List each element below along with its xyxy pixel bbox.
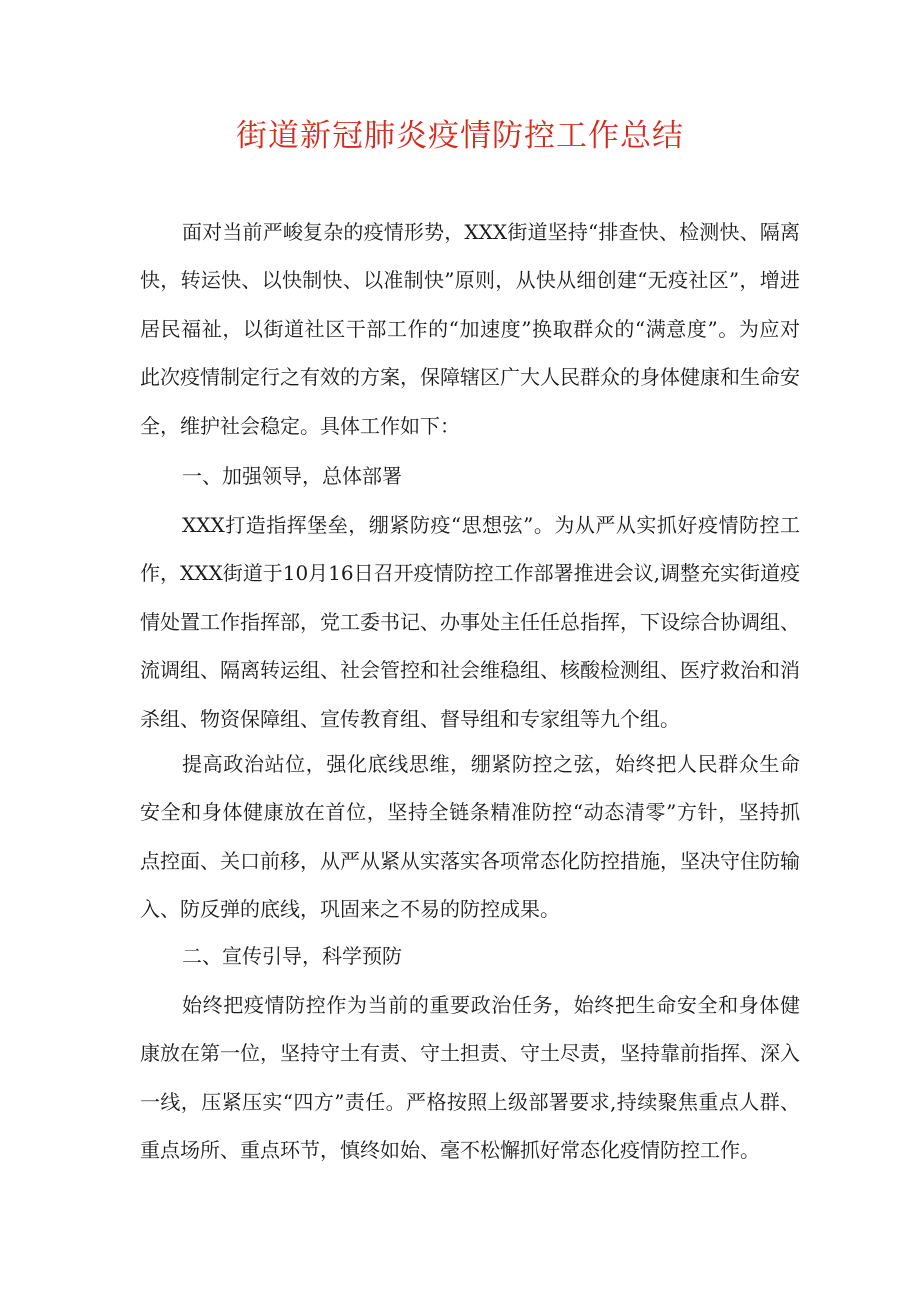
- document-title: 街道新冠肺炎疫情防控工作总结: [236, 118, 684, 154]
- intro-paragraph: 面对当前严峻复杂的疫情形势，XXX街道坚持“排查快、检测快、隔离快，转运快、以快制快、以准制快”原则，从快从细创建“无疫社区”，增进居民福祉，以街道社区干部工作的“加速度”换取群众的“满意度”。为应对此次疫情制定行之有效的方案，保障辖区广大人民群众的身体健康和生命安全，维护社会稳定。具体工作如下：: [140, 220, 800, 438]
- section-2-paragraph-1: 始终把疫情防控作为当前的重要政治任务，始终把生命安全和身体健康放在第一位，坚持守土有责、守土担责、守土尽责，坚持靠前指挥、深入一线，压紧压实“四方”责任。严格按照上级部署要求,持续聚焦重点人群、重点场所、重点环节，慎终如始、毫不松懈抓好常态化疫情防控工作。: [140, 993, 800, 1163]
- section-1-paragraph-2: 提高政治站位，强化底线思维，绷紧防控之弦，始终把人民群众生命安全和身体健康放在首位，坚持全链条精准防控“动态清零”方针，坚持抓点控面、关口前移，从严从紧从实落实各项常态化防控措施，坚决守住防输入、防反弹的底线，巩固来之不易的防控成果。: [140, 752, 800, 922]
- section-2-heading: 二、宣传引导，科学预防: [182, 944, 402, 968]
- section-1-paragraph-1: XXX打造指挥堡垒，绷紧防疫“思想弦”。为从严从实抓好疫情防控工作，XXX街道于10月16日召开疫情防控工作部署推进会议,调整充实街道疫情处置工作指挥部，党工委书记、办事处主任任总指挥，下设综合协调组、流调组、隔离转运组、社会管控和社会维稳组、核酸检测组、医疗救治和消杀组、物资保障组、宣传教育组、督导组和专家组等九个组。: [140, 513, 800, 731]
- section-1-heading: 一、加强领导，总体部署: [182, 464, 402, 488]
